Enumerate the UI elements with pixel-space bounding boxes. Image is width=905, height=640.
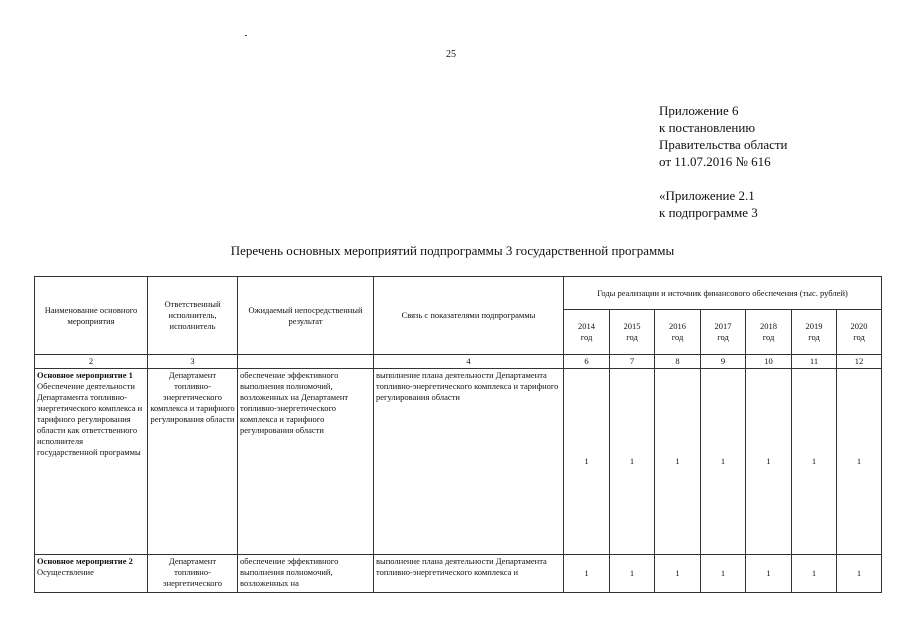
column-number [238, 355, 374, 369]
year-unit: год [808, 332, 820, 342]
header-result: Ожидаемый непосредственный результат [238, 277, 374, 355]
activity-link: выполнение плана деятельности Департамента топливно-энергетического комплекса и [374, 555, 564, 593]
year-value: 1 [655, 555, 701, 593]
year-unit: год [762, 332, 775, 342]
year-unit: год [853, 332, 865, 342]
column-number: 11 [792, 355, 837, 369]
column-numbering-row [35, 355, 882, 369]
table-row [35, 555, 882, 593]
year-label: 2015 [623, 321, 641, 331]
activity-name [35, 369, 148, 555]
header-year-2019 [792, 310, 837, 355]
year-unit: год [580, 332, 593, 342]
column-number: 10 [746, 355, 792, 369]
appendix-line: к подпрограмме 3 [659, 205, 758, 220]
header-row [35, 277, 882, 310]
year-value: 1 [701, 369, 746, 555]
scan-speck [245, 35, 247, 36]
activity-executor: Департамент топливно-энергетического [148, 555, 238, 593]
header-years-group: Годы реализации и источник финансового обеспечения (тыс. рублей) [564, 277, 882, 310]
header-year-2020 [837, 310, 882, 355]
column-number: 4 [374, 355, 564, 369]
activity-link: выполнение плана деятельности Департамента топливно-энергетического комплекса и тарифного регулирования области [374, 369, 564, 555]
activity-title: Основное мероприятие 2 [37, 556, 133, 566]
year-value: 1 [746, 555, 792, 593]
year-label: 2018 [760, 321, 777, 331]
activity-description: Обеспечение деятельности Департамента топливно-энергетического комплекса и тарифного регулирования области как ответственного исполнителя государственной программы [37, 381, 143, 457]
appendix-line: Правительства области [659, 137, 788, 152]
header-year-2014 [564, 310, 610, 355]
page-number: 25 [446, 49, 456, 60]
header-year-2016 [655, 310, 701, 355]
year-label: 2019 [805, 321, 823, 331]
column-number: 6 [564, 355, 610, 369]
year-value: 1 [701, 555, 746, 593]
year-unit: год [671, 332, 684, 342]
year-value: 1 [610, 555, 655, 593]
column-number: 12 [837, 355, 882, 369]
appendix-line: Приложение 6 [659, 103, 739, 118]
year-unit: год [717, 332, 729, 342]
year-value: 1 [746, 369, 792, 555]
year-value: 1 [837, 369, 882, 555]
activities-table [34, 276, 882, 593]
year-unit: год [626, 332, 638, 342]
column-number: 8 [655, 355, 701, 369]
header-year-2015 [610, 310, 655, 355]
column-number: 3 [148, 355, 238, 369]
year-value: 1 [837, 555, 882, 593]
year-value: 1 [792, 369, 837, 555]
year-value: 1 [564, 555, 610, 593]
column-number: 9 [701, 355, 746, 369]
activity-description: Осуществление [37, 567, 94, 577]
year-value: 1 [655, 369, 701, 555]
year-value: 1 [564, 369, 610, 555]
header-name: Наименование основного мероприятия [35, 277, 148, 355]
year-label: 2014 [578, 321, 595, 331]
activity-name [35, 555, 148, 593]
year-label: 2017 [714, 321, 732, 331]
year-label: 2020 [850, 321, 868, 331]
appendix-block [659, 102, 788, 221]
activity-title: Основное мероприятие 1 [37, 370, 133, 380]
activity-result: обеспечение эффективного выполнения полномочий, возложенных на [238, 555, 374, 593]
table-row [35, 369, 882, 555]
header-year-2017 [701, 310, 746, 355]
appendix-line: к постановлению [659, 120, 756, 135]
header-executor: Ответственный исполнитель, исполнитель [148, 277, 238, 355]
document-title: Перечень основных мероприятий подпрограммы 3 государственной программы [230, 243, 675, 258]
activity-executor: Департамент топливно-энергетического комплекса и тарифного регулирования области [148, 369, 238, 555]
appendix-line: от 11.07.2016 № 616 [659, 154, 771, 169]
year-label: 2016 [669, 321, 686, 331]
year-value: 1 [610, 369, 655, 555]
activity-result: обеспечение эффективного выполнения полномочий, возложенных на Департамент топливно-энергетического комплекса и тарифного регулирования области [238, 369, 374, 555]
header-year-2018 [746, 310, 792, 355]
column-number: 7 [610, 355, 655, 369]
appendix-line: «Приложение 2.1 [659, 188, 755, 203]
header-link: Связь с показателями подпрограммы [374, 277, 564, 355]
year-value: 1 [792, 555, 837, 593]
column-number: 2 [35, 355, 148, 369]
